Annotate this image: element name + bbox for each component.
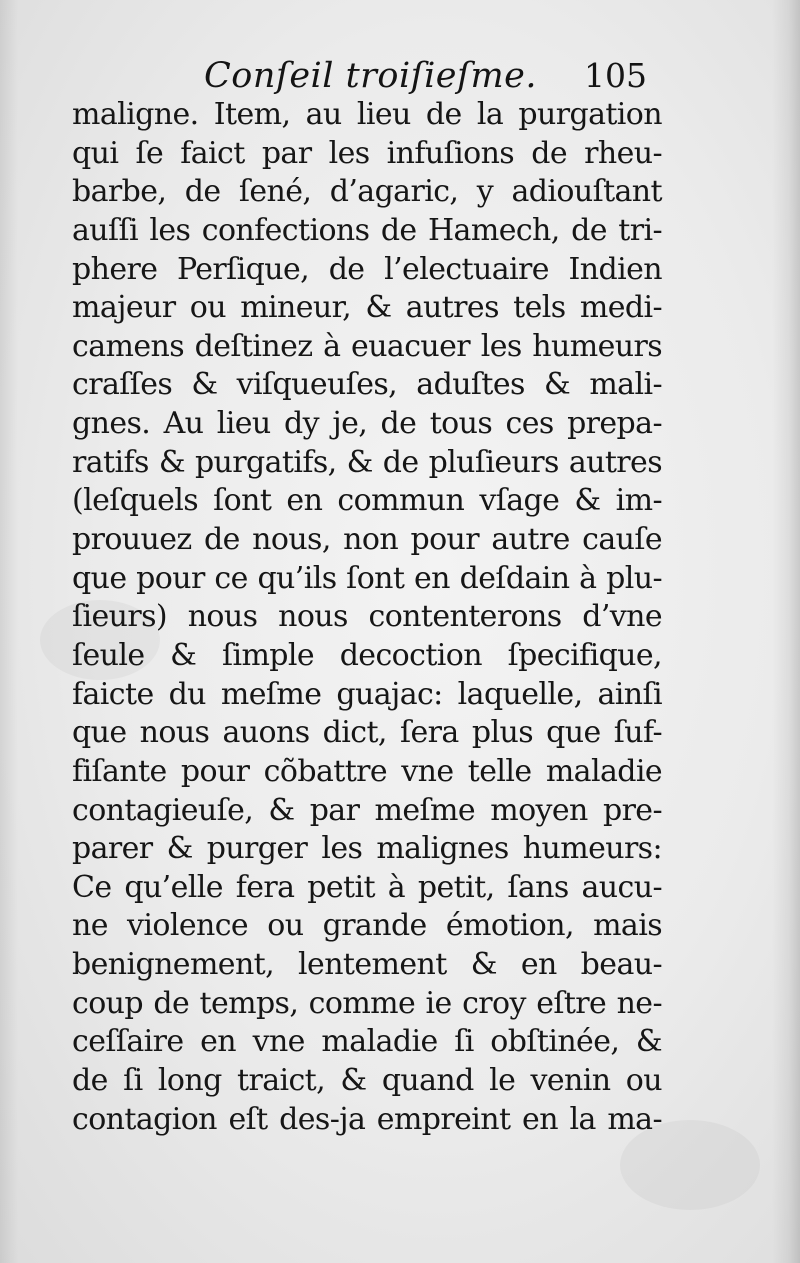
text-line: contagion eſt des-ja empreint en la ma- bbox=[72, 1101, 662, 1137]
text-line: gnes. Au lieu dy je, de tous ces prepa- bbox=[72, 406, 662, 442]
text-line: fiſante pour cõbattre vne telle maladie bbox=[72, 753, 662, 789]
text-line: prouuez de nous, non pour autre cauſe bbox=[72, 522, 662, 558]
text-line: camens deſtinez à euacuer les humeurs bbox=[72, 328, 662, 364]
text-line: phere Perſique, de l’electuaire Indien bbox=[72, 251, 662, 287]
running-head: Conſeil troiſieſme. bbox=[204, 56, 537, 96]
text-line: Ce qu’elle fera petit à petit, ſans aucu- bbox=[72, 869, 662, 905]
text-line: contagieuſe, & par meſme moyen pre- bbox=[72, 792, 662, 828]
text-line: ſeule & ſimple decoction ſpecifique, bbox=[72, 637, 662, 673]
text-line: ratifs & purgatifs, & de pluſieurs autres bbox=[72, 444, 662, 480]
page-number: 105 bbox=[584, 56, 647, 95]
body-text bbox=[72, 96, 662, 1139]
text-line: que pour ce qu’ils ſont en deſdain à plu- bbox=[72, 560, 662, 596]
text-line: qui ſe faict par les infuſions de rheu- bbox=[72, 135, 662, 171]
text-line: de ſi long traict, & quand le venin ou bbox=[72, 1063, 662, 1099]
text-line: ceſſaire en vne maladie ſi obſtinée, & bbox=[72, 1024, 662, 1060]
text-line: barbe, de ſené, d’agaric, y adiouſtant bbox=[72, 174, 662, 210]
text-line: benignement, lentement & en beau- bbox=[72, 947, 662, 983]
text-line: ne violence ou grande émotion, mais bbox=[72, 908, 662, 944]
gutter-shadow bbox=[0, 0, 18, 1263]
text-line: majeur ou mineur, & autres tels medi- bbox=[72, 290, 662, 326]
text-line: coup de temps, comme ie croy eſtre ne- bbox=[72, 985, 662, 1021]
page-edge-shadow bbox=[772, 0, 800, 1263]
text-line: que nous auons dict, ſera plus que ſuf- bbox=[72, 715, 662, 751]
text-line: auſſi les confections de Hamech, de tri- bbox=[72, 212, 662, 248]
text-line: (leſquels ſont en commun vſage & im- bbox=[72, 483, 662, 519]
text-line: ſieurs) nous nous contenterons d’vne bbox=[72, 599, 662, 635]
text-line: maligne. Item, au lieu de la purgation bbox=[72, 97, 662, 132]
text-line: parer & purger les malignes humeurs: bbox=[72, 831, 662, 867]
text-line: faicte du meſme guajac: laquelle, ainſi bbox=[72, 676, 662, 712]
text-line: craſſes & viſqueuſes, aduſtes & mali- bbox=[72, 367, 662, 403]
